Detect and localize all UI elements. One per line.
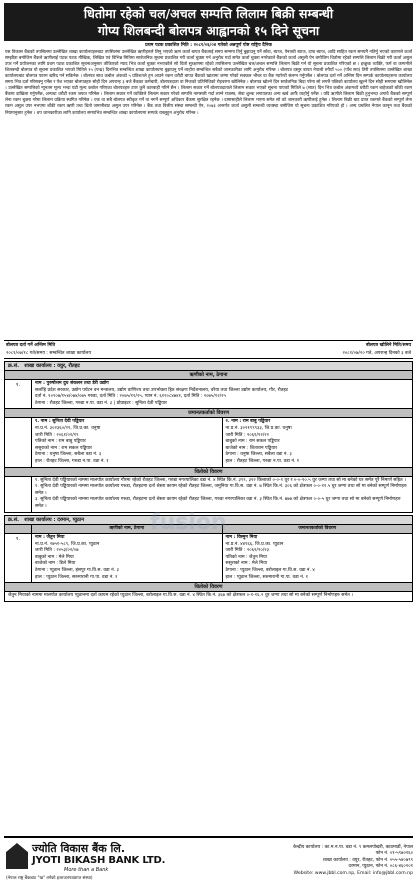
guarantor-row — [5, 418, 412, 467]
guarantor-line: जारी मिति : २०६१/०१/१९ — [35, 432, 79, 438]
borrower-line: जारी मिति : २०५३/०२/०७ — [35, 548, 79, 554]
borrower-guarantor-row — [5, 534, 412, 583]
collateral-header: धितोको विवरण — [5, 583, 412, 592]
bank-logo — [4, 839, 166, 883]
borrower-details — [32, 380, 412, 408]
borrower-detail-line: सर्लाहि प्रदेश सरकार, उद्योग पर्यटन वन मन्त्रालय, उद्योग वाणिज्य तथा उपभोक्ता हित संरक्षण निर्देशनालय, वरैया तथा जिल्ला उद्योग कार्यालय, गौर, रौतहट — [35, 387, 289, 393]
sn-label: क्र.सं. — [8, 516, 20, 523]
collateral-header: धितोको विवरण — [5, 468, 412, 477]
guarantor-1 — [32, 418, 222, 466]
bank-footer — [4, 836, 413, 884]
guarantor-line: हाल : रौतहट जिल्ला, गरुडा न.पा. वडा नं. १ — [225, 458, 300, 464]
guarantor-line: बाबुको नाम : राम सकल पड्डियार — [225, 439, 280, 445]
borrower-header: ऋणीको नाम, ठेगाना — [109, 525, 145, 531]
contact-line: दरमान, प्युठान, फोन नं. ०८६-४६०१०१ — [348, 864, 413, 870]
serial-number: १. — [5, 380, 32, 408]
borrower-line: नाम : जैतुन मिया — [35, 535, 65, 541]
title-line-1: धितोमा रहेको चल/अचल सम्पत्ति लिलाम बिक्री सम्बन्धी — [83, 6, 334, 21]
guarantor-line: जारी मिति : २०६१/१२/२२ — [225, 432, 270, 438]
guarantor-header: जमानतकर्ताको विवरण — [5, 409, 412, 418]
guarantor-line: पतिको नाम : राम बाबु पड्डियार — [35, 439, 86, 445]
guarantor-line: ससुराको नाम : मेले मिया — [225, 561, 268, 567]
bank-name-english: JYOTI BIKASH BANK LTD. — [32, 855, 166, 866]
borrower-detail-line: ठेगाना : रौतहट जिल्ला, गरुडा न.पा. वडा नं. ३ | प्रोप्राइटर : सुनिता देवी पड्डियार — [35, 400, 167, 406]
publication-info: प्रथम पटक प्रकाशित मिति : २०८१/०६/०४ गतेको अन्नपूर्ण पोष्ट राष्ट्रिय दैनिक — [145, 43, 272, 48]
guarantor-line: १. नाम : सुनिता देवी पड्डियार — [35, 419, 85, 425]
contact-line: शाखा कार्यालय : वयुर, रौतहट, फोन नं. ०५५-५४०७९९ — [322, 857, 413, 863]
bank-emblem-icon — [6, 843, 28, 869]
branch-name: शाखा कार्यालय : वयुर, रौतहट — [24, 363, 80, 369]
guarantor-line: नाम : विस्मुन मिया — [225, 535, 258, 541]
branch-name: शाखा कार्यालय : दरमान, प्युठान — [24, 516, 84, 523]
borrower-line: ठेगाना : प्युठान जिल्ला, हंसपुर गा.वि.स. वडा नं. ३ — [35, 568, 119, 574]
contact-info — [132, 845, 413, 877]
deadline-values — [4, 349, 413, 359]
branch-section-rautahat — [4, 361, 413, 513]
guarantor-line: बाजेको नाम : शितारान पड्डियार — [225, 445, 278, 451]
borrower-details — [32, 534, 222, 582]
borrower-detail-line: दर्ता नं. १०९०७/१५४/०७४/०७५ गरुडा, दर्ता मिति : २०७५/१२/२५, प्यान नं. ६१२०८४७४१, दर्ता मिति : २०७५/१२/२५ — [35, 394, 226, 400]
guarantor-2 — [222, 418, 413, 466]
borrower-line: हाल : प्युठान जिल्ला, सरुमारानी गा.पा. वडा नं. १ — [35, 574, 118, 580]
serial-number: १. — [5, 534, 32, 582]
bid-opening-value: २०८१/०७/२० गते, अपरान्ह दिनको ३ बजे — [342, 351, 411, 356]
borrower-line: बाबुको नाम : मेले मिया — [35, 554, 74, 560]
collateral-item: ३. सुनिता देवी पड्डियारको नाममा मालपोत कार्यालय गरुडा, रौतहटमा दर्ता श्रेस्ता कायम रहेको रौतहट जिल्ला, गरुडा नगरपालिका वडा नं. ३ स्थित कि.नं. ७७७ को क्षेत्रफल ०-०-५ धुर जग्गा तथा सो मा बनेको सम्पूर्ण निर्माणहरु समेत । — [35, 497, 401, 509]
guarantor-line: ठेगाना : धनुषा जिल्ला, सबैला वडा नं. ३ — [225, 452, 292, 458]
deadline-labels — [4, 340, 413, 349]
borrower-line: बाजेको नाम : डिले मिया — [35, 561, 76, 567]
contact-line: Website: www.jbbl.com.np, Email: info@jbbl.com.np — [293, 870, 413, 876]
guarantor-columns — [32, 418, 412, 466]
guarantor-line: ना.प्र.नं. ३०२१९९९३३, जि.प्र.का. धनुषा — [225, 425, 292, 431]
guarantor-line: ससुराको नाम : राम सकल पड्डियार — [35, 445, 92, 451]
guarantor-line: हाल : रौतहट जिल्ला, गरुडा न.पा. वडा नं. १ — [35, 458, 109, 464]
guarantor-line: ना.प्र.नं. ४४९६६, जि.प्र.का. प्युठान — [225, 541, 284, 547]
contact-line: फोन नं. ०१-५९७०१६० — [375, 851, 413, 857]
bid-opening-label: बोलपत्र खोलिने मिति/समय — [365, 343, 411, 348]
borrower-row — [5, 380, 412, 409]
guarantor-line: जारी मिति : २०६२/१०/२३ — [225, 548, 270, 554]
guarantor-line: ठेगाना : प्युठान जिल्ला, बरोलाइल गा.वि.स. वडा नं. ४ — [225, 568, 315, 574]
bank-license-note: (नेपाल राष्ट्र बैंकबाट "ख" वर्गको इजाजतपत्रप्राप्त संस्था) — [6, 876, 93, 881]
guarantor-line: ना.प्र.नं. ३०२३६०/२१, जि.प्र.का. धनुषा — [35, 425, 101, 431]
collateral-details — [32, 477, 412, 512]
collateral-row — [5, 477, 412, 512]
bank-name-nepali: ज्योति विकास बैंक लि. — [32, 842, 126, 855]
collateral-item: जैतुन मियाको नाममा मालपोत कार्यालय प्युठानमा दर्ता कायम रहेको प्युठान जिल्ला, बरोलाइल गा.वि.स. वडा नं. ४ स्थित कि.नं. ३६७ को क्षेत्रफल ०-१-१६.२ धुर जग्गा तथा सो मा बनेको सम्पूर्ण निर्माणहरु समेत । — [8, 593, 353, 599]
contact-line: केन्द्रीय कार्यालय : का.म.न.पा. वडा नं. ९ कमलपोखरी, काठमाडौं, नेपाल — [293, 844, 413, 850]
borrower-header: ऋणीको नाम, ठेगाना — [5, 371, 412, 380]
borrower-name: नाम : पुरुषोत्तम दुध संकलन तथा डेरी उद्योग — [35, 381, 109, 386]
watermark: fusion — [150, 510, 227, 535]
notice-text: यस विकास बैंकको तपसिलमा उल्लेखित शाखा कार्यालयहरुबाट तपसिलमा उल्लेखित ऋणीहरुले लिनु भएको ऋण कर्जा बापत बैंकलाई समय सम्ममा तिर्नु बुझाउनु पर्ने साँवा, ब्याज, पेनाल्टी ब्याज, दण्ड ब्याज, आदि साहित रकम समयमै नतिर्नु भएको कारणले कर्जा सम्झौता बमोजिम बैंकले ऋणीलाई पटक पटक मौखिक, लिखित एवं विभिन्न मितिमा सार्वजनिक सूचना प्रकाशित गरी कर्जा चुक्ता गर्न अनुरोध गर्दा समेत कर्जा चुक्ता नगरेकाले बैंकको कर्जा असुली ऐन बमोजिम धितोमा रहेको सम्पत्ति लिलाम बिक्री गरी कर्जा असुल उपर गर्ने प्रयोजनका लागि प्रथम पटक प्रकाशित सूचनाअनुसार तोकिएको म्याद भित्र कर्जा चुक्ता नभएकोले सो धितो सुरक्षणमा रहेको तपसिलमा उल्लेखित चल/अचल सम्पत्ति लिलाम बिक्री गर्न यो सूचना प्रकाशित गरिएको छ । इच्छुक व्यक्ति, फर्म वा कम्पनीले शिलबन्दी बोलपत्र यो सूचना प्रकाशित भएको मितिले १५ (पन्ध्र) दिनभित्र सम्बन्धित शाखा कार्यालयमा बुझाउनु पर्ने व्यहोरा सम्बन्धित सबैको जानकारीका लागि अनुरोध गरिन्छ । बोलपत्र दस्तुर बापत नेपाली रुपैयाँ ५०० (पाँच सय) तिरी तपसिलमा उल्लेखित शाखा कार्यालयबाट बोलपत्र फारम खरिद गर्न सकिनेछ । बोलपत्र साथ कबोल अंकको ५ प्रतिशतले हुन आउने रकम धरौटी बापत बैंकको खातामा जम्मा गरेको सक्कल भौचर वा बैंक ग्यारेन्टी संलग्न गर्नुपर्नेछ । बोलपत्र दर्ता गर्ने अन्तिम दिन सम्पर्क कार्यालयहरुमा कार्यालय समय भित्र दर्ता गरिसक्नु पर्नेछ र पेश भएका बोलपत्रहरु सोही दिन अपरान्ह ३ बजे बैंकका कर्मचारी, बोलपत्रदाता वा निजको प्रतिनिधिको रोहवरमा खोलिनेछ । बोलपत्र खोल्ने दिन सार्वजनिक बिदा परेमा सो लगत्तै पछिको कार्यालय खुल्ने दिन सोही समयमा खोलिनेछ । उल्लेखित सम्पत्तिको न्यूनतम मूल्य भन्दा घटी मूल्य कबोल गरिएका बोलपत्रहरु उपर कुनै कारबाही गरिने छैन । लिलाम सकार गर्ने बोलपत्रदाताले लिलाम सकार भएको सूचना पाएको मितिले ७ (सात) दिन भित्र कबोल अंकमध्ये धरौटी रकम बाहेकको बाँकी रकम बैंकमा दाखिला गर्नुपर्नेछ, अन्यथा धरौटी रकम जफत गरिनेछ । लिलाम सकार गर्ने व्यक्तिले लिलाम सकार गरेको सम्पत्ति नामसारी गर्दा लाग्ने राजस्व, सेवा शुल्क लगायतका अन्य खर्च आफैं व्यहोर्नु पर्नेछ । यदि ऋणीले लिलाम बिक्री हुनुभन्दा अगावै बैंकको सम्पूर्ण लेना रकम चुक्ता गरेमा लिलाम प्रक्रिया स्थगित गरिनेछ । एक वा सबै बोलपत्र स्वीकृत गर्ने वा नगर्ने सम्पूर्ण अधिकार बैंकमा सुरक्षित रहनेछ । दामासाहीले लिलाम भएमा समेत सो को जानकारी ऋणीलाई हुनेछ । लिलाम बिक्री बाट प्राप्त रकमले बैंकको सम्पूर्ण लेना रकम असुल उपर नभएमा बाँकी रकम ऋणी तथा धितो जमानीबाट असुल उपर गरिनेछ । बैंक तथा वित्तीय संस्था सम्बन्धी ऐन, २०७३ अन्तर्गत कर्जा असुली सम्बन्धी व्यवस्था बमोजिम यो सूचना प्रकाशित गरिएको हो । अन्य प्रचलित नेपाल कानून तथा बैंकको नियमानुसार हुनेछ । थप जानकारीका लागि कार्यालय समयभित्र सम्बन्धित शाखा कार्यालयमा सम्पर्क राख्नुहुन अनुरोध गरिन्छ । — [5, 50, 413, 116]
collateral-item: २. सुनिता देवी पड्डियारको नाममा मालपोत कार्यालय गरुडा, रौतहटमा दर्ता श्रेस्ता कायम रहेको रौतहट जिल्ला, जमुनिया गा.वि.स. वडा नं. ७ स्थित कि.नं. ३०६ को क्षेत्रफल ०-०-११.५ धुर जग्गा तथा सो मा बनेको सम्पूर्ण निर्माणहरु समेत । — [35, 484, 407, 496]
guarantor-line: हाल : प्युठान जिल्ला, सरुमारानी गा.पा. वडा नं. १ — [225, 574, 309, 580]
guarantor-line: ठेगाना : धनुषा जिल्ला, सबैला वडा नं. ३ — [35, 452, 102, 458]
guarantor-line: २. नाम : राम बाबु पड्डियार — [225, 419, 271, 425]
title-line-2: गोप्य शिलबन्दी बोलपत्र आह्वानको १५ दिने सूचना — [97, 23, 320, 38]
guarantor-line: पतिको नाम : जैतुन मिया — [225, 554, 267, 560]
notice-title — [4, 3, 413, 41]
guarantor-header: जमानतकर्ताको विवरण — [222, 525, 413, 534]
collateral-item: १. सुनिता देवी पड्डियारको नाममा मालपोत कार्यालय गौरमा रहेको रौतहट जिल्ला, गरुडा नगरपालिका वडा नं. ४ स्थित कि.नं. ३९९, ३१२ कित्ताको ०-०-१ धुर र ०-०-१०.५ धुर जग्गा तथा सो मा बनेको घर समेत पूरै निमार्ण सहित । — [35, 477, 406, 483]
notice-body — [4, 41, 413, 340]
bank-tagline: More than a Bank — [64, 867, 109, 873]
guarantor-details — [222, 534, 413, 582]
branch-heading — [5, 362, 412, 371]
bid-deadline-value: २०८१/०७/१८ गते/समय : सम्बन्धित शाखा कार्यालय — [6, 351, 92, 356]
sn-label: क्र.सं. — [8, 363, 20, 369]
borrower-line: ना.प्र.नं. २७५१-५८९, जि.प्र.का. प्युठान — [35, 541, 100, 547]
bid-deadline-label: बोलपत्र दर्ता गर्ने अन्तिम मिति — [6, 343, 56, 348]
